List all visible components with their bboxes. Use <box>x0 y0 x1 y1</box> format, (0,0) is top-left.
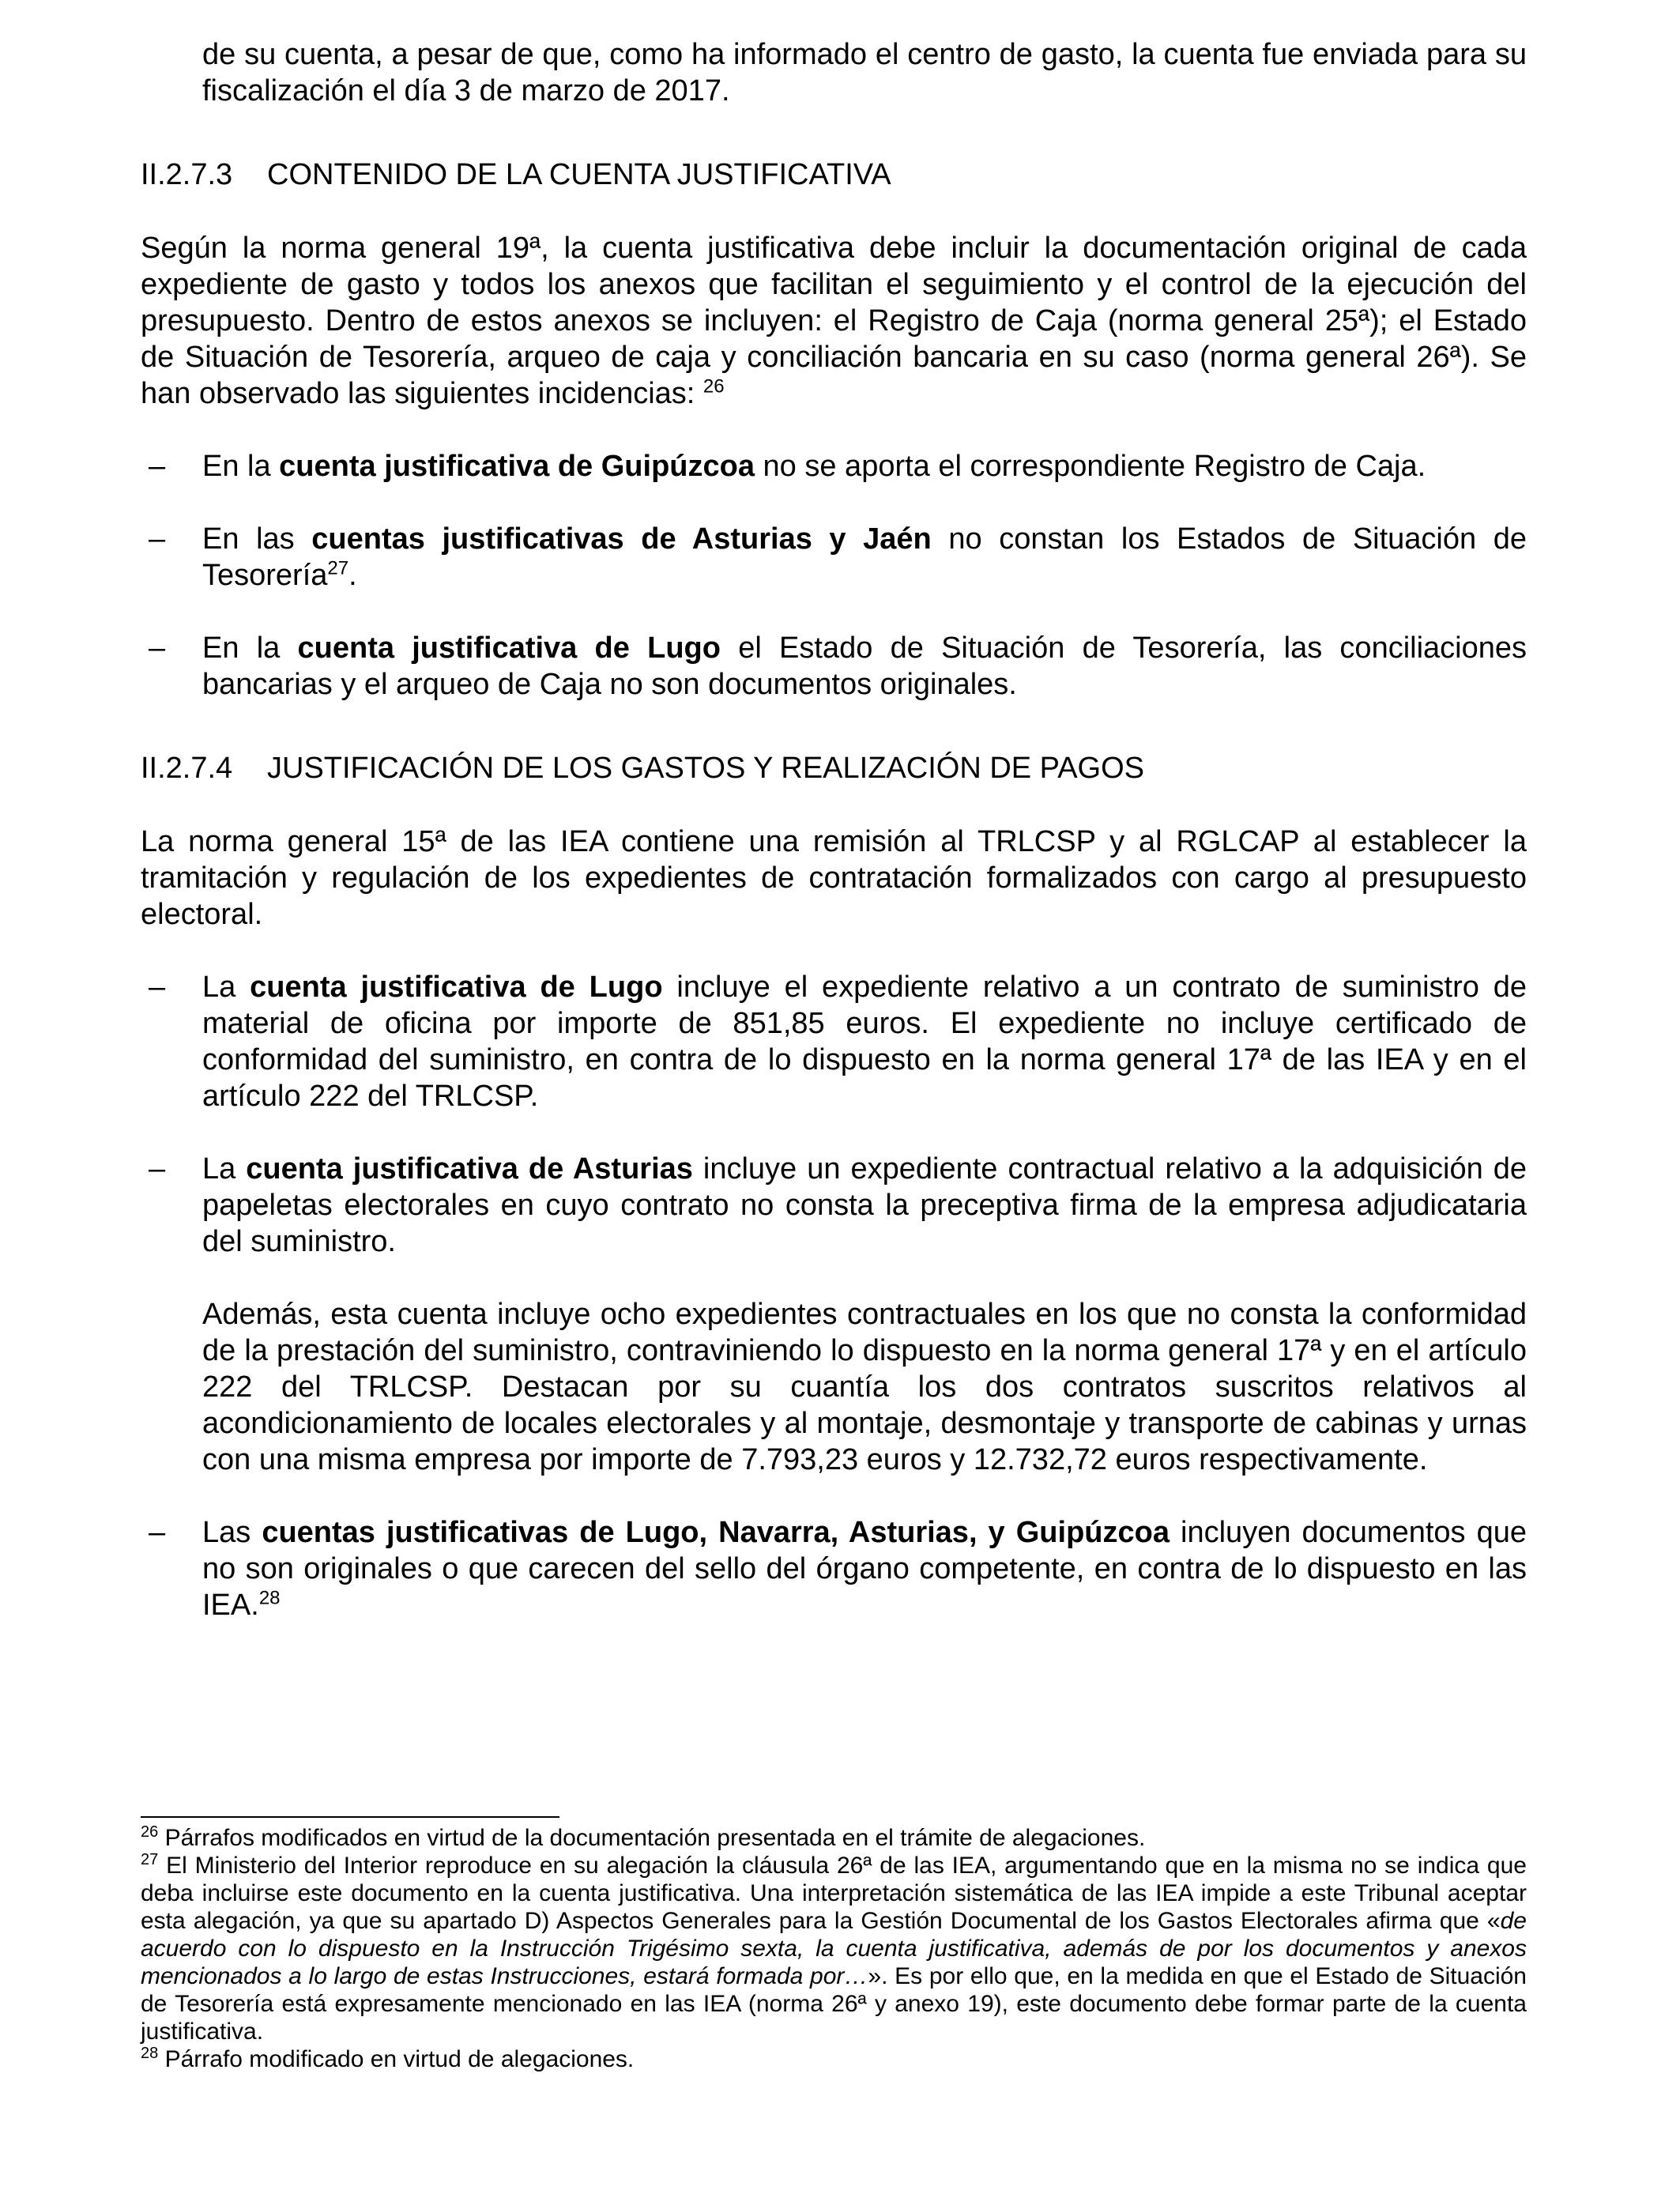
list-item-lugo <box>141 630 1527 703</box>
list-item-originals <box>141 1514 1527 1623</box>
section-title: JUSTIFICACIÓN DE LOS GASTOS Y REALIZACIÓN DE PAGOS <box>267 752 1144 785</box>
paragraph-text: Según la norma general 19ª, la cuenta justificativa debe incluir la documentación original de cada expediente de gasto y todos los anexos que facilitan el seguimiento y el control de la ejecución del presupuesto. Dentro de estos anexos se incluyen: el Registro de Caja (norma general 25ª); el Estado de Situación de Tesorería, arqueo de caja y conciliación bancaria en su caso (norma general 26ª). Se han observado las siguientes incidencias: <box>141 232 1527 410</box>
footnote-separator <box>141 1816 559 1818</box>
section-title: CONTENIDO DE LA CUENTA JUSTIFICATIVA <box>267 158 891 191</box>
section-heading-273 <box>141 156 1527 193</box>
footnote-text: ». Es por ello que, en la medida en que el Estado de Situación de Tesorería está expresamente mencionado en las IEA (norma 26ª y anexo 19), este documento debe formar parte de la cuenta justificativa. <box>141 1963 1527 2045</box>
item-text: incluye un expediente contractual relativo a la adquisición de papeletas electorales en cuyo contrato no consta la preceptiva firma de la empresa adjudicataria del suministro. <box>202 1152 1527 1258</box>
item-text: . <box>348 559 357 592</box>
dash-bullet: – <box>149 522 166 556</box>
dash-bullet: – <box>149 631 166 665</box>
section-heading-274 <box>141 750 1527 786</box>
footnote-text: El Ministerio del Interior reproduce en su alegación la cláusula 26ª de las IEA, argumentando que en la misma no se indica que deba incluirse este documento en la cuenta justificativa. Una interpretación sistemática de las IEA impide a este Tribunal aceptar esta alegación, ya que su apartado D) Aspectos Generales para la Gestión Documental de los Gastos Electorales afirma que « <box>141 1853 1527 1934</box>
item-text: En la <box>202 450 280 483</box>
list-item-lugo-contract <box>141 969 1527 1114</box>
item-text: no constan los Estados de Situación de Tesorería <box>202 522 1527 592</box>
section-paragraph <box>141 230 1527 412</box>
asturias-extra-paragraph: Además, esta cuenta incluye ocho expedientes contractuales en los que no consta la conformidad de la prestación del suministro, contraviniendo lo dispuesto en la norma general 17ª y en el artículo 222 del TRLCSP. Destacan por su cuantía los dos contratos suscritos relativos al acondicionamiento de locales electorales y al montaje, desmontaje y transporte de cabinas y urnas con una misma empresa por importe de 7.793,23 euros y 12.732,72 euros respectivamente. <box>202 1298 1527 1476</box>
item-bold: cuentas justificativas de Asturias y Jaén <box>311 522 932 556</box>
item-text: incluyen documentos que no son originales o que carecen del sello del órgano competente, en contra de lo dispuesto en las IEA. <box>202 1516 1527 1622</box>
section-number: II.2.7.3 <box>141 158 233 191</box>
item-text: Las <box>202 1516 262 1549</box>
intro-paragraph: de su cuenta, a pesar de que, como ha informado el centro de gasto, la cuenta fue enviada para su fiscalización el día 3 de marzo de 2017. <box>202 38 1527 107</box>
footnote-26 <box>141 1824 1527 1852</box>
footnote-ref-26[interactable]: 26 <box>703 375 725 398</box>
item-text: no se aporta el correspondiente Registro de Caja. <box>754 450 1426 483</box>
dash-bullet: – <box>149 1516 166 1549</box>
footnote-number: 28 <box>141 2045 159 2062</box>
item-text: el Estado de Situación de Tesorería, las conciliaciones bancarias y el arqueo de Caja no son documentos originales. <box>202 631 1527 701</box>
item-text: En la <box>202 631 298 665</box>
footnote-ref-27[interactable]: 27 <box>327 557 349 579</box>
footnote-text: Párrafos modificados en virtud de la documentación presentada en el trámite de alegaciones. <box>158 1825 1146 1851</box>
item-bold: cuenta justificativa de Lugo <box>297 631 721 665</box>
list-item-guipuzcoa <box>141 448 1527 484</box>
section-paragraph: La norma general 15ª de las IEA contiene una remisión al TRLCSP y al RGLCAP al establecer la tramitación y regulación de los expedientes de contratación formalizados con cargo al presupuesto electoral. <box>141 825 1527 931</box>
list-item-asturias-contract <box>141 1151 1527 1260</box>
footnotes <box>141 1824 1527 2073</box>
footnote-28 <box>141 2045 1527 2073</box>
item-text: La <box>202 971 250 1004</box>
item-text: incluye el expediente relativo a un contrato de suministro de material de oficina por importe de 851,85 euros. El expediente no incluye certificado de conformidad del suministro, en contra de lo dispuesto en la norma general 17ª de las IEA y en el artículo 222 del TRLCSP. <box>202 971 1527 1113</box>
item-text: La <box>202 1152 247 1186</box>
dash-bullet: – <box>149 1152 166 1186</box>
item-text: En las <box>202 522 312 556</box>
item-bold: cuenta justificativa de Asturias <box>246 1152 693 1186</box>
footnote-number: 26 <box>141 1823 159 1841</box>
dash-bullet: – <box>149 971 166 1004</box>
item-bold: cuenta justificativa de Guipúzcoa <box>279 450 755 483</box>
main-body <box>141 36 1527 1623</box>
footnote-text: Párrafo modificado en virtud de alegaciones. <box>158 2046 635 2072</box>
footnote-number: 27 <box>141 1851 159 1868</box>
list-item-asturias-jaen <box>141 521 1527 594</box>
dash-bullet: – <box>149 450 166 483</box>
footnote-27 <box>141 1852 1527 2045</box>
footnote-quote: de acuerdo con lo dispuesto en la Instrucción Trigésimo sexta, la cuenta justificativa, además de por los documentos y anexos mencionados a lo largo de estas Instrucciones, estará formada por… <box>141 1908 1527 1989</box>
footnote-ref-28[interactable]: 28 <box>258 1587 281 1609</box>
section-number: II.2.7.4 <box>141 752 233 785</box>
item-bold: cuentas justificativas de Lugo, Navarra, Asturias, y Guipúzcoa <box>262 1516 1170 1549</box>
item-bold: cuenta justificativa de Lugo <box>250 971 663 1004</box>
